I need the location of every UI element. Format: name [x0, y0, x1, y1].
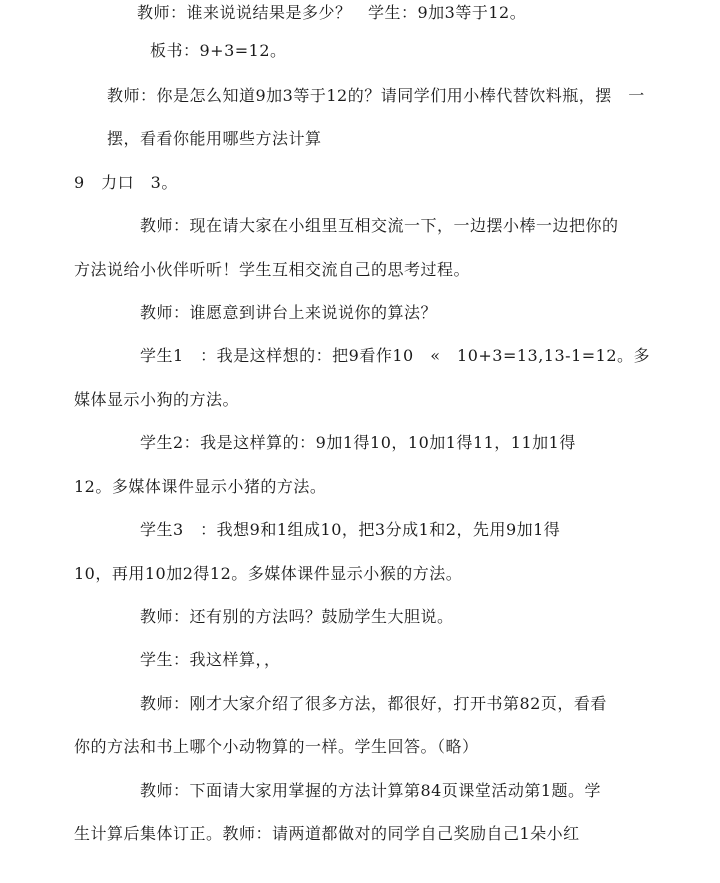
student1-line-cont: 媒体显示小狗的方法。	[74, 390, 240, 409]
blackboard-note: 板书：9+3=12。	[150, 41, 287, 60]
teacher-line-who-volunteers: 教师：谁愿意到讲台上来说说你的算法？	[140, 303, 438, 322]
student2-line: 学生2：我是这样算的：9加1得10，10加1得11，11加1得	[140, 433, 576, 452]
teacher-line-group-discuss: 教师：现在请大家在小组里互相交流一下，一边摆小棒一边把你的	[140, 216, 619, 235]
student1-line: 学生1 ：我是这样想的：把9看作10 « 10+3=13,13-1=12。多	[140, 346, 651, 365]
teacher-line-group-discuss-cont: 方法说给小伙伴听听！学生互相交流自己的思考过程。	[74, 260, 471, 279]
student-line-my-way: 学生：我这样算，，	[140, 650, 281, 669]
expression-line: 9 力口 3。	[74, 173, 178, 192]
student3-line-cont: 10，再用10加2得12。多媒体课件显示小猴的方法。	[74, 564, 463, 583]
teacher-line-open-book: 教师：刚才大家介绍了很多方法，都很好，打开书第82页，看看	[140, 694, 607, 713]
student3-line: 学生3 ：我想9和1组成10，把3分成1和2，先用9加1得	[140, 520, 561, 539]
student2-line-cont: 12。多媒体课件显示小猪的方法。	[74, 477, 327, 496]
teacher-line-how-know: 教师：你是怎么知道9加3等于12的？请同学们用小棒代替饮料瓶，摆 一	[107, 86, 645, 105]
teacher-line-class-activity-cont: 生计算后集体订正。教师：请两道都做对的同学自己奖励自己1朵小红	[74, 824, 580, 843]
teacher-line-ask-result: 教师：谁来说说结果是多少？ 学生：9加3等于12。	[137, 3, 527, 22]
teacher-line-how-know-cont: 摆，看看你能用哪些方法计算	[107, 129, 322, 148]
teacher-line-open-book-cont: 你的方法和书上哪个小动物算的一样。学生回答。（略）	[74, 737, 479, 756]
teacher-line-other-methods: 教师：还有别的方法吗？鼓励学生大胆说。	[140, 607, 454, 626]
teacher-line-class-activity: 教师：下面请大家用掌握的方法计算第84页课堂活动第1题。学	[140, 781, 602, 800]
